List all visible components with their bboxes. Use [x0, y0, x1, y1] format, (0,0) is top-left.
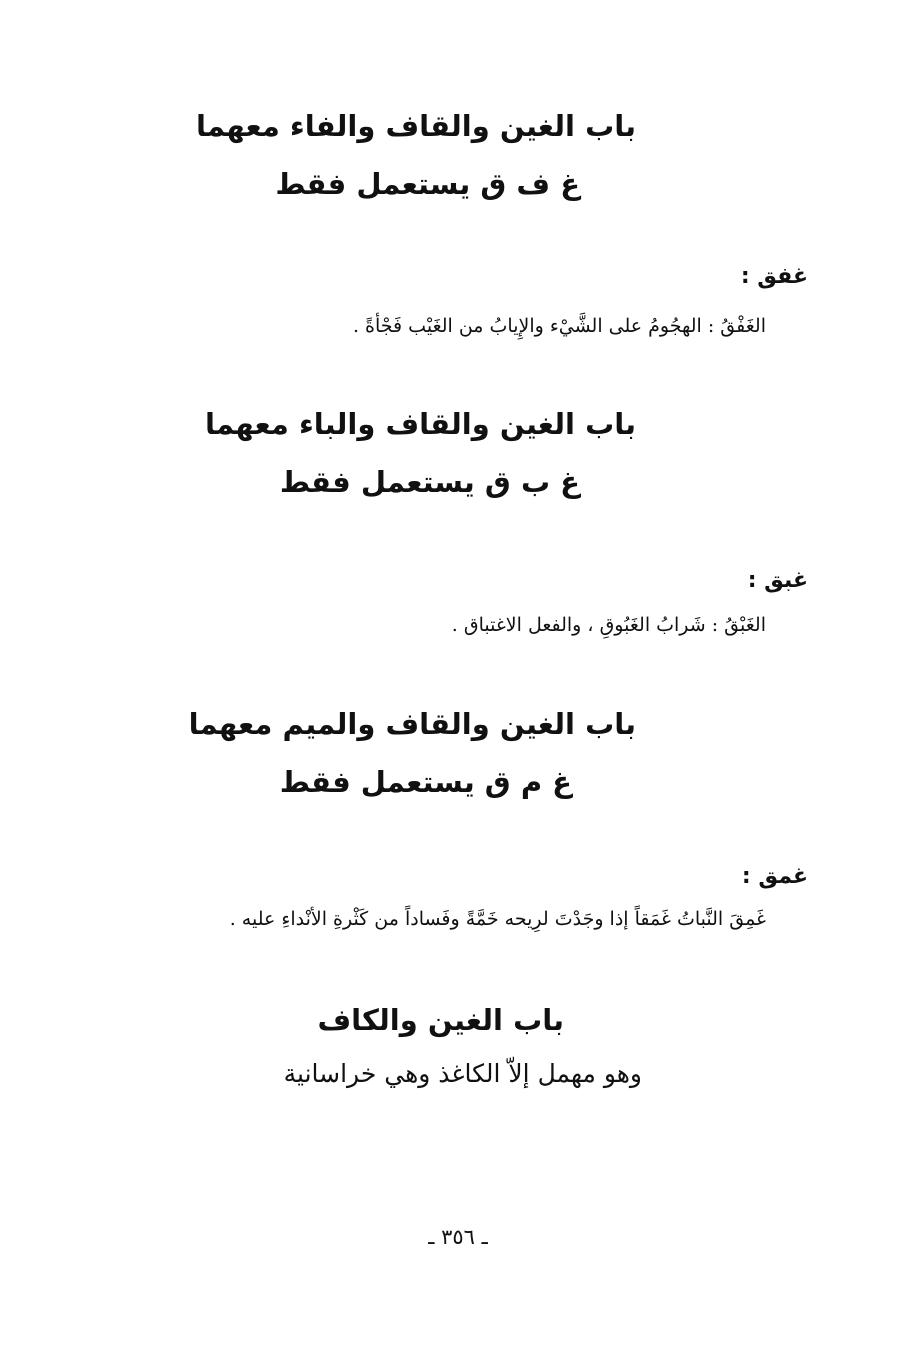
- section-title: باب الغين والكاف: [317, 1003, 564, 1037]
- section-subtitle: غ ف ق يستعمل فقط: [275, 167, 580, 201]
- entry-root: غمق :: [741, 864, 808, 889]
- section-subtitle: غ ب ق يستعمل فقط: [279, 465, 580, 499]
- section-title: باب الغين والقاف والفاء معهما: [196, 109, 636, 143]
- section-title: باب الغين والقاف والباء معهما: [205, 407, 636, 441]
- section-title: باب الغين والقاف والميم معهما: [188, 707, 636, 741]
- entry-definition: غَمِقَ النَّباتُ غَمَقاً إذا وجَدْتَ لرِيحه خَمَّةً وفَساداً من كَثْرةِ الأنْداءِ عليه .: [229, 908, 766, 930]
- entry-root: غفق :: [740, 264, 808, 289]
- section-note: وهو مهمل إلاّ الكاغذ وهي خراسانية: [283, 1059, 642, 1088]
- entry-root: غبق :: [747, 568, 808, 593]
- section-subtitle: غ م ق يستعمل فقط: [279, 765, 572, 799]
- entry-definition: الغَبْقُ : شَرابُ الغَبُوقِ ، والفعل الاغتباق .: [451, 614, 766, 636]
- entry-definition: الغَفْقُ : الهجُومُ على الشَّيْء والإِيابُ من الغَيْب فَجْأةً .: [352, 315, 766, 337]
- page-number: ـ ٣٥٦ ـ: [428, 1225, 488, 1249]
